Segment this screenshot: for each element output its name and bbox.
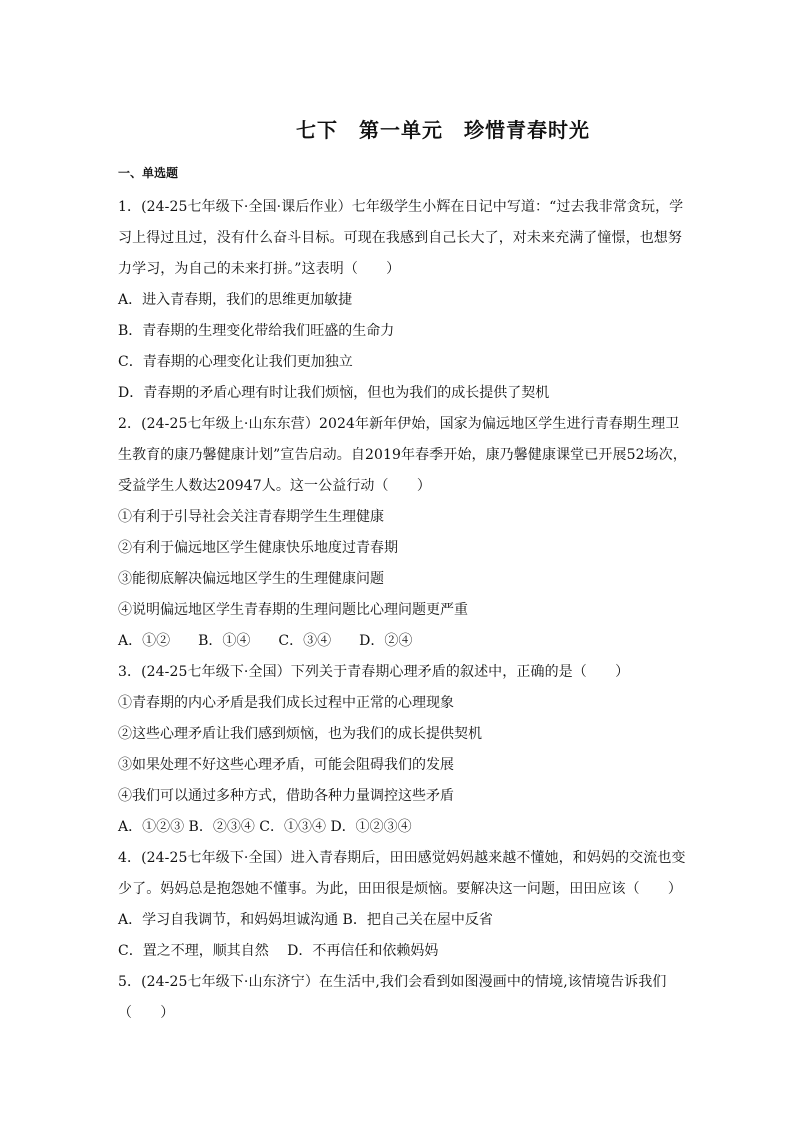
- question-2-stem-line-3: 受益学生人数达20947人。这一公益行动（ ）: [118, 478, 431, 494]
- question-1-stem-line-2: 习上得过且过，没有什么奋斗目标。可现在我感到自己长大了，对未来充满了憧憬，也想努: [118, 230, 682, 246]
- question-2-statement-3: ③能彻底解决偏远地区学生的生理健康问题: [118, 571, 384, 587]
- question-2-statement-2: ②有利于偏远地区学生健康快乐地度过青春期: [118, 540, 398, 556]
- question-1-option-c: C．青春期的心理变化让我们更加独立: [118, 354, 353, 370]
- question-2: [118, 409, 687, 657]
- question-1-stem-line-1: 1．(24-25七年级下·全国·课后作业）七年级学生小辉在日记中写道：“过去我非常贪玩，学: [118, 199, 684, 215]
- page-title: 七下 第一单元 珍惜青春时光: [296, 118, 590, 142]
- question-4: [118, 843, 686, 967]
- question-2-statement-4: ④说明偏远地区学生青春期的生理问题比心理问题更严重: [118, 602, 468, 618]
- question-5-stem-line-1: 5．(24-25七年级下·山东济宁）在生活中,我们会看到如图漫画中的情境,该情境告诉我们: [118, 974, 667, 990]
- question-2-statement-1: ①有利于引导社会关注青春期学生生理健康: [118, 509, 384, 525]
- question-2-stem-line-1: 2．(24-25七年级上·山东东营）2024年新年伊始，国家为偏远地区学生进行青春期生理卫: [118, 416, 680, 432]
- question-1-option-d: D．青春期的矛盾心理有时让我们烦恼，但也为我们的成长提供了契机: [118, 385, 550, 401]
- question-3-statement-4: ④我们可以通过多种方式，借助各种力量调控这些矛盾: [118, 788, 454, 804]
- question-2-stem-line-2: 生教育的康乃馨健康计划”宣告启动。自2019年春季开始，康乃馨健康课堂已开展52场次，: [118, 447, 687, 463]
- question-3-choices: A．①②③ B．②③④ C．①③④ D．①②③④: [118, 819, 412, 835]
- question-4-options-ab: A．学习自我调节，和妈妈坦诚沟通 B．把自己关在屋中反省: [118, 912, 493, 928]
- section-heading: 一、单选题: [118, 166, 179, 180]
- question-5-stem-line-2: （ ）: [118, 1005, 175, 1021]
- question-3-stem-line-1: 3．(24-25七年级下·全国）下列关于青春期心理矛盾的叙述中，正确的是（ ）: [118, 664, 630, 680]
- question-list: [118, 162, 687, 1029]
- question-3-statement-3: ③如果处理不好这些心理矛盾，可能会阻碍我们的发展: [118, 757, 454, 773]
- question-5: [118, 967, 678, 1029]
- question-1-stem-line-3: 力学习，为自己的未来打拼。”这表明（ ）: [118, 261, 401, 277]
- question-2-choices: A．①② B．①④ C．③④ D．②④: [118, 633, 413, 649]
- question-4-options-cd: C．置之不理，顺其自然 D．不再信任和依赖妈妈: [118, 943, 439, 959]
- question-1-option-a: A．进入青春期，我们的思维更加敏捷: [118, 292, 353, 308]
- question-3: [118, 657, 678, 843]
- question-1: [118, 192, 684, 409]
- question-1-option-b: B．青春期的生理变化带给我们旺盛的生命力: [118, 323, 395, 339]
- question-3-statement-1: ①青春期的内心矛盾是我们成长过程中正常的心理现象: [118, 695, 454, 711]
- question-4-stem-line-1: 4．(24-25七年级下·全国）进入青春期后，田田感觉妈妈越来越不懂她，和妈妈的交流也变: [118, 850, 686, 866]
- question-4-stem-line-2: 少了。妈妈总是抱怨她不懂事。为此，田田很是烦恼。要解决这一问题，田田应该（ ）: [118, 881, 682, 897]
- question-3-statement-2: ②这些心理矛盾让我们感到烦恼，也为我们的成长提供契机: [118, 726, 482, 742]
